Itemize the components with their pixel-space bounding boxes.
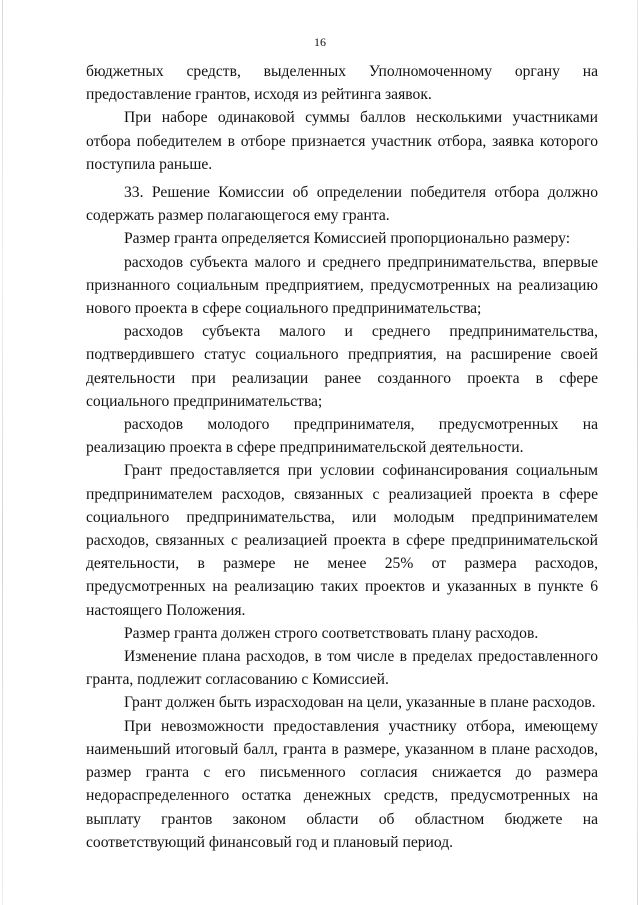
paragraph-plan-changes: Изменение плана расходов, в том числе в пределах предоставленного гранта, подлежит согласованию с Комиссией. (86, 648, 598, 689)
paragraph-grant-size: Размер гранта определяется Комиссией пропорционально размеру: (124, 230, 571, 248)
paragraph-continuation: бюджетных средств, выделенных Уполномоченному органу на предоставление грантов, исходя из рейтинга заявок. (86, 63, 598, 104)
paragraph-plan-compliance: Размер гранта должен строго соответствовать плану расходов. (124, 624, 539, 642)
paragraph-cofinancing: Грант предоставляется при условии софинансирования социальным предпринимателем расходов, связанных с реализацией проекта в сфере социального предпринимательства, или молодым предпринимателем расходов, связанных с реализацией проекта в сфере предпринимательской деятельности, в размере не менее 25% от размера расходов, предусмотренных на реализацию таких проектов и указанных в пункте 6 настоящего Положения. (86, 462, 598, 619)
document-body (86, 60, 598, 854)
paragraph-expenses-new-enterprise: расходов субъекта малого и среднего предпринимательства, впервые признанного социальным предприятием, предусмотренных на реализацию нового проекта в сфере социального предпринимательства; (86, 253, 598, 318)
paragraph-33-decision: 33. Решение Комиссии об определении победителя отбора должно содержать размер полагающегося ему гранта. (86, 184, 598, 225)
scan-edge-right (637, 0, 638, 905)
page-number: 16 (314, 35, 326, 49)
paragraph-expenses-young-entrepreneur: расходов молодого предпринимателя, предусмотренных на реализацию проекта в сфере предпринимательской деятельности. (86, 416, 598, 457)
paragraph-purpose-of-use: Грант должен быть израсходован на цели, указанные в плане расходов. (124, 694, 596, 712)
paragraph-expenses-confirmed-status: расходов субъекта малого и среднего предпринимательства, подтвердившего статус социального предприятия, на расширение своей деятельности при реализации ранее созданного проекта в сфере социального предпринимательства; (86, 323, 598, 410)
paragraph-equal-scores: При наборе одинаковой суммы баллов несколькими участниками отбора победителем в отборе признается участник отбора, заявка которого поступила раньше. (86, 109, 598, 173)
paragraph-grant-reduction: При невозможности предоставления участнику отбора, имеющему наименьший итоговый балл, гранта в размере, указанном в плане расходов, размер гранта с его письменного согласия снижается до размера недораспределенного остатка денежных средств, предусмотренных на выплату грантов законом области об областном бюджете на соответствующий финансовый год и плановый период. (86, 717, 598, 851)
scan-edge-left (2, 0, 3, 905)
